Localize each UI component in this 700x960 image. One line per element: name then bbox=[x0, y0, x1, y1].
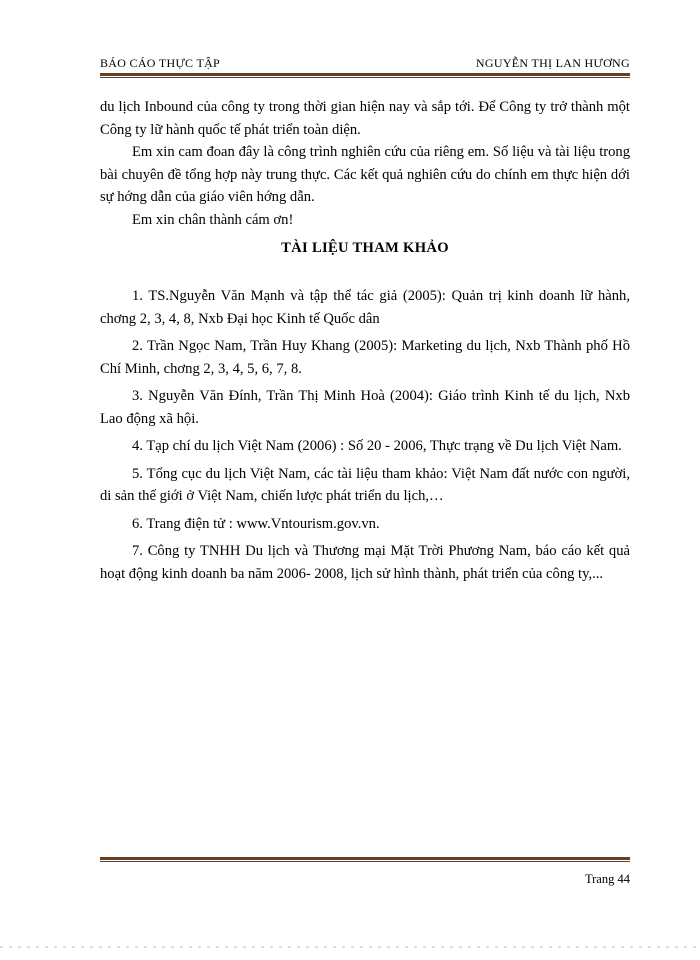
reference-item: 6. Trang điện tử : www.Vntourism.gov.vn. bbox=[132, 515, 380, 532]
reference-item: 3. Nguyễn Văn Đính, Trần Thị Minh Hoà (2004): Giáo trình Kinh tế du lịch, Nxb Lao động xã hội. bbox=[100, 388, 630, 427]
reference-item: 7. Công ty TNHH Du lịch và Thương mại Mặt Trời Phương Nam, báo cáo kết quả hoạt động kinh doanh ba năm 2006- 2008, lịch sử hình thành, phát triển của công ty,... bbox=[100, 543, 630, 582]
closing-thanks: Em xin chân thành cám ơn! bbox=[132, 211, 294, 228]
body-paragraph: Em xin cam đoan đây là công trình nghiên cứu của riêng em. Số liệu và tài liệu trong bài chuyên đề tổng hợp này trung thực. Các kết quả nghiên cứu do chính em thực hiện dới sự hớng dẫn của giáo viên hớng dẫn. bbox=[100, 144, 630, 205]
header-report-title: BÁO CÁO THỰC TẬP bbox=[100, 56, 221, 70]
references-title: TÀI LIỆU THAM KHẢO bbox=[281, 240, 449, 256]
page-number: Trang 44 bbox=[584, 872, 630, 886]
document-body bbox=[100, 96, 630, 590]
footer-rule-thick bbox=[100, 857, 630, 860]
page-bottom-edge bbox=[0, 946, 700, 948]
references-list bbox=[100, 285, 630, 585]
reference-item: 5. Tổng cục du lịch Việt Nam, các tài liệu tham khảo: Việt Nam đất nước con người, di sản thế giới ở Việt Nam, chiến lược phát triển du lịch,… bbox=[100, 465, 630, 504]
reference-item: 4. Tạp chí du lịch Việt Nam (2006) : Số 20 - 2006, Thực trạng về Du lịch Việt Nam. bbox=[132, 438, 622, 454]
header-rule-thin bbox=[100, 77, 630, 78]
reference-item: 2. Trần Ngọc Nam, Trần Huy Khang (2005): Marketing du lịch, Nxb Thành phố Hồ Chí Minh, chơng 2, 3, 4, 5, 6, 7, 8. bbox=[100, 338, 630, 377]
footer-rule-thin bbox=[100, 861, 630, 862]
header-rule-thick bbox=[100, 73, 630, 76]
header-author-name: NGUYỄN THỊ LAN HƯƠNG bbox=[475, 56, 630, 70]
reference-item: 1. TS.Nguyễn Văn Mạnh và tập thể tác giả (2005): Quản trị kinh doanh lữ hành, chơng 2, 3, 4, 8, Nxb Đại học Kinh tế Quốc dân bbox=[100, 288, 630, 327]
page-header bbox=[100, 56, 630, 71]
body-paragraph: du lịch Inbound của công ty trong thời gian hiện nay và sắp tới. Để Công ty trở thành một Công ty lữ hành quốc tế phát triển toàn diện. bbox=[100, 99, 630, 138]
